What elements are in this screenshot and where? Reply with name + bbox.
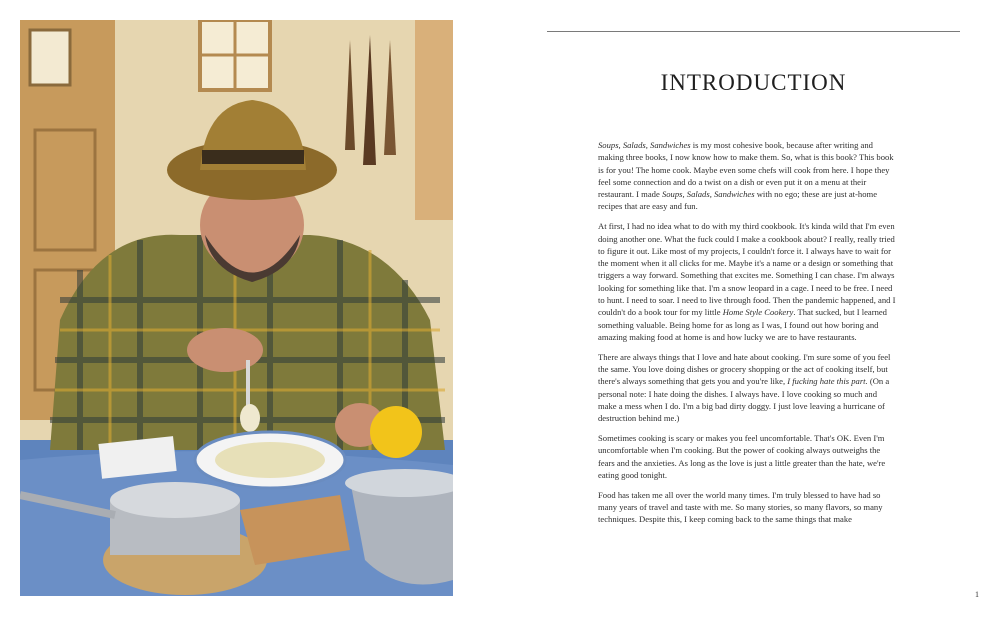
paragraph xyxy=(598,432,896,481)
paragraph xyxy=(598,139,896,213)
paragraph xyxy=(598,489,896,526)
paragraph-text: There are always things that I love and hate about cooking. I'm sure some of you feel the same. You love doing dishes or grocery shopping or the act of cooking itself, but there's always something that gets you and you're like, xyxy=(598,351,891,387)
paragraph-text: (On a personal note: I hate doing the dishes. I always have. I love cooking so much and make a mess when I do. I'm a big bad dirty doggy. I just love leaving a hurricane of destruction behind me.) xyxy=(598,376,890,424)
emphasis-italic: I fucking hate this part. xyxy=(787,376,868,387)
photo-illustration xyxy=(20,20,453,596)
chapter-title: INTRODUCTION xyxy=(660,70,847,95)
paragraph-text: Sometimes cooking is scary or makes you feel uncomfortable. That's OK. Even I'm uncomfortable when I'm cooking. But the power of cooking always outweighs the fears and the anxieties. As long as the love is just a little greater than the hate, we're eating good tonight. xyxy=(598,433,886,480)
book-title-italic: Soups, Salads, Sandwiches xyxy=(598,140,691,150)
paragraph-text: with no ego; these are just at-home recipes that are easy and fun. xyxy=(598,189,878,212)
paragraph-text: Food has taken me all over the world many times. I'm truly blessed to have had so many years of travel and taste with me. So many stories, so many flavors, so many techniques. Despite this, I keep coming back to the same things that make xyxy=(598,489,883,525)
paragraph xyxy=(598,220,896,343)
paragraph-text: is my most cohesive book, because after writing and making three books, I now know how to make them. So, what is this book? This book is for you! The home cook. Maybe even some chefs will cook from here. I hope they feel some connection and do a twist on a dish or even put it on a menu at their restaurant. I made xyxy=(598,140,894,200)
page-number: 1 xyxy=(975,590,979,599)
intro-body xyxy=(598,139,896,533)
paragraph xyxy=(598,351,896,425)
paragraph-text: . That sucked, but I learned something valuable. Being home for as long as I was, I found out how boring and amazing making food at home is and how lucky we are to have restaurants. xyxy=(598,307,887,342)
chef-photo xyxy=(20,20,453,596)
book-title-italic: Home Style Cookery xyxy=(722,307,794,318)
paragraph-text: At first, I had no idea what to do with my third cookbook. It's kinda wild that I'm even doing another one. What the fuck could I make a cookbook about? I really, really tried to figure it out. Like most of my projects, I couldn't force it. I always have to wait for the moment when it all clicks for me. Maybe it's a name or a design or something that triggers a way forward. Something that excites me. Something I can chase. I'm always looking for something like that. I'm a snow leopard in a cage. I need to be free. I need to hunt. I need to soar. I need to live through food. Then the pandemic happened, and I couldn't do a book tour for my little xyxy=(598,221,896,318)
book-title-italic: Soups, Salads, Sandwiches xyxy=(661,189,755,200)
top-rule xyxy=(547,31,960,32)
